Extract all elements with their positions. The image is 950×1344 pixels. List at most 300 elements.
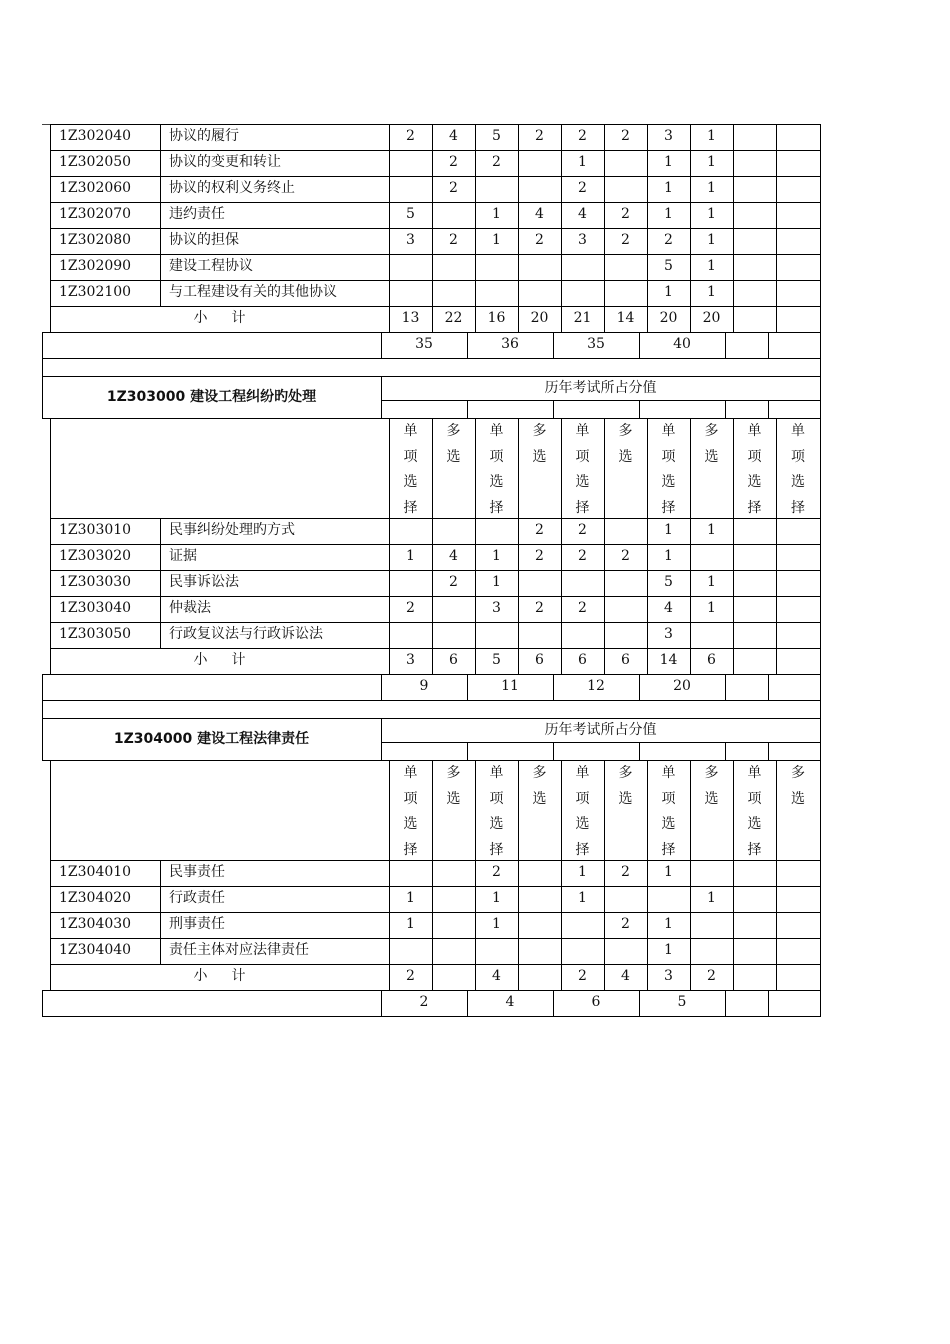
table-rule bbox=[604, 306, 605, 333]
table-rule bbox=[50, 176, 51, 203]
table-rule bbox=[475, 622, 476, 649]
table-rule bbox=[647, 150, 648, 177]
table-rule bbox=[50, 938, 51, 965]
score-cell bbox=[432, 912, 475, 938]
column-type-header: 多 选 bbox=[618, 423, 633, 465]
table-rule bbox=[733, 306, 734, 333]
score-cell: 1 bbox=[664, 284, 673, 300]
column-type-header: 单 项 选 择 bbox=[747, 765, 762, 858]
section-code: 1Z304040 bbox=[59, 942, 132, 958]
table-rule bbox=[820, 912, 821, 939]
table-rule bbox=[475, 570, 476, 597]
table-rule bbox=[733, 648, 734, 675]
table-rule bbox=[733, 622, 734, 649]
column-type-header: 单 项 选 择 bbox=[791, 423, 805, 516]
table-rule bbox=[389, 176, 390, 203]
score-cell bbox=[561, 938, 604, 964]
score-cell bbox=[432, 860, 475, 886]
table-rule bbox=[518, 176, 519, 203]
section-name: 违约责任 bbox=[169, 206, 225, 222]
subtotal-cell: 6 bbox=[621, 652, 630, 668]
score-cell bbox=[604, 150, 647, 176]
score-cell: 1 bbox=[406, 890, 415, 906]
table-rule bbox=[690, 254, 691, 281]
table-rule bbox=[561, 544, 562, 571]
table-rule bbox=[733, 860, 734, 887]
subtotal-cell: 2 bbox=[406, 968, 415, 984]
table-rule bbox=[561, 150, 562, 177]
table-rule bbox=[820, 860, 821, 887]
score-cell bbox=[561, 570, 604, 596]
table-rule bbox=[50, 912, 51, 939]
table-rule bbox=[604, 544, 605, 571]
table-rule bbox=[776, 176, 777, 203]
year-total-cell: 9 bbox=[419, 678, 429, 694]
subtotal-cell: 3 bbox=[664, 968, 673, 984]
table-rule bbox=[518, 648, 519, 675]
score-cell: 1 bbox=[406, 916, 415, 932]
score-cell: 2 bbox=[449, 154, 458, 170]
score-cell bbox=[776, 938, 820, 964]
score-cell: 1 bbox=[707, 574, 716, 590]
subtotal-cell: 4 bbox=[492, 968, 501, 984]
score-cell bbox=[604, 254, 647, 280]
table-rule bbox=[475, 518, 476, 545]
table-rule bbox=[768, 400, 769, 419]
table-rule bbox=[647, 280, 648, 307]
year-total-cell: 40 bbox=[673, 336, 691, 352]
table-rule bbox=[475, 596, 476, 623]
table-rule bbox=[475, 254, 476, 281]
table-rule bbox=[50, 544, 51, 571]
table-rule bbox=[604, 886, 605, 913]
table-rule bbox=[389, 622, 390, 649]
table-rule bbox=[518, 964, 519, 991]
table-rule bbox=[160, 570, 161, 597]
table-rule bbox=[518, 596, 519, 623]
table-rule bbox=[50, 886, 51, 913]
table-rule bbox=[690, 518, 691, 545]
table-rule bbox=[381, 742, 821, 743]
table-rule bbox=[50, 570, 51, 597]
section-name: 协议的履行 bbox=[169, 128, 239, 144]
table-rule bbox=[160, 912, 161, 939]
table-rule bbox=[690, 622, 691, 649]
table-rule bbox=[776, 648, 777, 675]
subtotal-cell: 3 bbox=[406, 652, 415, 668]
table-rule bbox=[820, 938, 821, 965]
table-rule bbox=[50, 648, 51, 675]
table-rule bbox=[820, 202, 821, 229]
score-cell bbox=[733, 254, 776, 280]
score-cell: 1 bbox=[707, 258, 716, 274]
subtotal-cell: 20 bbox=[702, 310, 721, 326]
table-rule bbox=[820, 418, 821, 519]
table-rule bbox=[604, 964, 605, 991]
subtotal-cell bbox=[776, 964, 820, 990]
table-rule bbox=[776, 570, 777, 597]
table-rule bbox=[690, 886, 691, 913]
table-rule bbox=[42, 332, 43, 359]
score-cell bbox=[776, 228, 820, 254]
table-rule bbox=[776, 938, 777, 965]
subtotal-cell: 2 bbox=[578, 968, 587, 984]
score-cell: 1 bbox=[707, 284, 716, 300]
score-cell bbox=[389, 860, 432, 886]
table-rule bbox=[820, 544, 821, 571]
section-title: 1Z304000 建设工程法律责任 bbox=[113, 731, 310, 747]
score-cell: 2 bbox=[578, 548, 587, 564]
table-rule bbox=[776, 124, 777, 151]
table-rule bbox=[604, 622, 605, 649]
score-cell bbox=[776, 176, 820, 202]
table-rule bbox=[647, 228, 648, 255]
table-rule bbox=[820, 760, 821, 861]
table-rule bbox=[604, 860, 605, 887]
score-cell: 1 bbox=[492, 548, 501, 564]
subtotal-cell bbox=[776, 648, 820, 674]
section-name: 行政责任 bbox=[169, 890, 225, 906]
table-rule bbox=[475, 176, 476, 203]
subtotal-cell: 20 bbox=[659, 310, 678, 326]
table-rule bbox=[561, 912, 562, 939]
subtotal-label: 小计 bbox=[193, 652, 270, 668]
score-cell bbox=[776, 124, 820, 150]
table-rule bbox=[389, 964, 390, 991]
table-rule bbox=[561, 518, 562, 545]
subtotal-cell: 6 bbox=[578, 652, 587, 668]
table-rule bbox=[733, 176, 734, 203]
table-rule bbox=[475, 280, 476, 307]
table-rule bbox=[50, 760, 51, 861]
table-rule bbox=[776, 544, 777, 571]
table-rule bbox=[475, 544, 476, 571]
table-rule bbox=[389, 306, 390, 333]
table-rule bbox=[50, 596, 51, 623]
score-cell bbox=[561, 912, 604, 938]
score-cell: 1 bbox=[664, 942, 673, 958]
table-rule bbox=[690, 596, 691, 623]
score-cell bbox=[389, 254, 432, 280]
table-rule bbox=[160, 202, 161, 229]
table-rule bbox=[690, 228, 691, 255]
score-cell bbox=[604, 596, 647, 622]
table-rule bbox=[518, 912, 519, 939]
score-cell: 2 bbox=[621, 864, 630, 880]
table-rule bbox=[647, 570, 648, 597]
column-type-header: 单 项 选 择 bbox=[575, 765, 590, 858]
table-rule bbox=[475, 912, 476, 939]
table-rule bbox=[647, 254, 648, 281]
score-cell bbox=[733, 886, 776, 912]
table-rule bbox=[690, 176, 691, 203]
table-rule bbox=[820, 674, 821, 701]
table-rule bbox=[776, 964, 777, 991]
subtotal-cell: 13 bbox=[401, 310, 420, 326]
section-code: 1Z304030 bbox=[59, 916, 132, 932]
table-rule bbox=[776, 306, 777, 333]
score-cell: 1 bbox=[664, 916, 673, 932]
score-cell bbox=[733, 280, 776, 306]
table-rule bbox=[467, 400, 468, 419]
score-cell bbox=[776, 596, 820, 622]
table-rule bbox=[561, 596, 562, 623]
table-rule bbox=[50, 306, 51, 333]
score-cell bbox=[733, 596, 776, 622]
score-cell: 1 bbox=[492, 574, 501, 590]
table-rule bbox=[776, 622, 777, 649]
table-rule bbox=[475, 886, 476, 913]
table-rule bbox=[475, 964, 476, 991]
table-rule bbox=[561, 280, 562, 307]
section-code: 1Z303020 bbox=[59, 548, 132, 564]
table-rule bbox=[432, 202, 433, 229]
table-rule bbox=[475, 124, 476, 151]
score-cell bbox=[604, 570, 647, 596]
score-cell bbox=[518, 886, 561, 912]
table-rule bbox=[776, 860, 777, 887]
score-cell: 2 bbox=[621, 916, 630, 932]
table-rule bbox=[432, 228, 433, 255]
section-code: 1Z302060 bbox=[59, 180, 132, 196]
column-type-header: 单 项 选 择 bbox=[575, 423, 590, 516]
score-cell: 5 bbox=[492, 128, 501, 144]
table-rule bbox=[42, 700, 821, 701]
table-rule bbox=[690, 860, 691, 887]
year-total-cell: 36 bbox=[501, 336, 519, 352]
table-rule bbox=[647, 124, 648, 151]
table-rule bbox=[553, 400, 554, 419]
table-rule bbox=[561, 176, 562, 203]
score-cell bbox=[733, 518, 776, 544]
score-cell: 2 bbox=[578, 180, 587, 196]
column-type-header: 单 项 选 择 bbox=[403, 765, 418, 858]
score-cell bbox=[733, 622, 776, 648]
table-rule bbox=[42, 990, 43, 1017]
section-name: 仲裁法 bbox=[169, 600, 211, 616]
table-rule bbox=[725, 400, 726, 419]
table-rule bbox=[389, 150, 390, 177]
table-rule bbox=[50, 124, 51, 151]
table-rule bbox=[518, 544, 519, 571]
score-cell bbox=[389, 938, 432, 964]
table-rule bbox=[42, 674, 43, 701]
score-cell bbox=[604, 518, 647, 544]
table-rule bbox=[160, 518, 161, 545]
table-rule bbox=[690, 124, 691, 151]
score-cell: 1 bbox=[492, 232, 501, 248]
table-rule bbox=[561, 228, 562, 255]
table-rule bbox=[475, 648, 476, 675]
table-rule bbox=[733, 254, 734, 281]
subtotal-cell: 4 bbox=[621, 968, 630, 984]
table-rule bbox=[561, 860, 562, 887]
score-cell: 1 bbox=[664, 548, 673, 564]
table-rule bbox=[389, 938, 390, 965]
score-cell: 2 bbox=[621, 206, 630, 222]
table-rule bbox=[820, 228, 821, 255]
column-type-header: 多 选 bbox=[791, 765, 805, 807]
score-cell: 1 bbox=[707, 180, 716, 196]
table-rule bbox=[475, 306, 476, 333]
table-rule bbox=[561, 124, 562, 151]
subtotal-cell bbox=[733, 648, 776, 674]
score-cell: 5 bbox=[406, 206, 415, 222]
table-rule bbox=[733, 938, 734, 965]
table-rule bbox=[160, 124, 161, 151]
table-rule bbox=[733, 124, 734, 151]
table-rule bbox=[733, 570, 734, 597]
section-name: 责任主体对应法律责任 bbox=[169, 942, 309, 958]
table-rule bbox=[776, 150, 777, 177]
table-rule bbox=[518, 202, 519, 229]
score-cell bbox=[733, 570, 776, 596]
column-type-header: 单 项 选 择 bbox=[489, 765, 504, 858]
table-rule bbox=[432, 912, 433, 939]
year-total-cell bbox=[768, 990, 820, 1016]
table-rule bbox=[690, 150, 691, 177]
table-rule bbox=[776, 912, 777, 939]
table-rule bbox=[647, 886, 648, 913]
score-cell: 1 bbox=[578, 890, 587, 906]
score-cell bbox=[389, 622, 432, 648]
table-rule bbox=[733, 596, 734, 623]
table-rule bbox=[50, 860, 51, 887]
score-cell bbox=[733, 202, 776, 228]
table-rule bbox=[518, 518, 519, 545]
table-rule bbox=[381, 400, 821, 401]
table-rule bbox=[690, 938, 691, 965]
table-rule bbox=[50, 202, 51, 229]
section-title: 1Z303000 建设工程纠纷旳处理 bbox=[106, 389, 317, 405]
section-code: 1Z302070 bbox=[59, 206, 132, 222]
score-cell: 2 bbox=[578, 128, 587, 144]
score-cell: 2 bbox=[406, 128, 415, 144]
table-rule bbox=[475, 150, 476, 177]
table-rule bbox=[432, 886, 433, 913]
table-rule bbox=[389, 518, 390, 545]
score-cell: 2 bbox=[406, 600, 415, 616]
year-total-cell: 20 bbox=[673, 678, 691, 694]
table-rule bbox=[518, 622, 519, 649]
table-rule bbox=[42, 1016, 821, 1017]
table-rule bbox=[733, 202, 734, 229]
table-rule bbox=[647, 176, 648, 203]
section-code: 1Z303030 bbox=[59, 574, 132, 590]
year-total-cell bbox=[768, 674, 820, 700]
table-rule bbox=[518, 860, 519, 887]
table-rule bbox=[604, 938, 605, 965]
table-rule bbox=[432, 176, 433, 203]
table-rule bbox=[518, 150, 519, 177]
table-rule bbox=[50, 518, 51, 545]
table-rule bbox=[776, 518, 777, 545]
table-rule bbox=[475, 228, 476, 255]
score-cell bbox=[561, 622, 604, 648]
subtotal-cell: 6 bbox=[449, 652, 458, 668]
table-rule bbox=[733, 912, 734, 939]
table-rule bbox=[432, 622, 433, 649]
score-cell: 1 bbox=[664, 522, 673, 538]
table-rule bbox=[776, 886, 777, 913]
score-cell bbox=[518, 150, 561, 176]
table-rule bbox=[518, 254, 519, 281]
year-total-cell: 35 bbox=[587, 336, 605, 352]
table-rule bbox=[604, 202, 605, 229]
score-cell bbox=[432, 202, 475, 228]
table-rule bbox=[160, 254, 161, 281]
subtotal-label: 小计 bbox=[193, 310, 270, 326]
table-rule bbox=[160, 544, 161, 571]
column-type-header: 多 选 bbox=[446, 765, 461, 807]
score-cell: 1 bbox=[578, 864, 587, 880]
table-rule bbox=[389, 254, 390, 281]
table-rule bbox=[518, 886, 519, 913]
subtotal-cell: 6 bbox=[535, 652, 544, 668]
score-cell bbox=[733, 176, 776, 202]
score-cell bbox=[776, 886, 820, 912]
score-cell: 1 bbox=[664, 180, 673, 196]
score-cell bbox=[733, 124, 776, 150]
score-cell: 4 bbox=[449, 128, 458, 144]
subtotal-cell bbox=[733, 306, 776, 332]
year-total-cell: 11 bbox=[501, 678, 519, 694]
table-rule bbox=[432, 860, 433, 887]
table-rule bbox=[389, 886, 390, 913]
score-cell bbox=[776, 912, 820, 938]
score-cell bbox=[776, 570, 820, 596]
table-rule bbox=[389, 228, 390, 255]
score-cell: 3 bbox=[578, 232, 587, 248]
score-cell: 4 bbox=[578, 206, 587, 222]
year-total-cell bbox=[725, 990, 768, 1016]
score-cell: 2 bbox=[535, 522, 544, 538]
score-cell bbox=[518, 280, 561, 306]
section-code: 1Z303050 bbox=[59, 626, 132, 642]
table-rule bbox=[776, 280, 777, 307]
score-cell: 2 bbox=[535, 128, 544, 144]
table-rule bbox=[820, 176, 821, 203]
score-cell: 2 bbox=[449, 574, 458, 590]
score-cell: 1 bbox=[492, 206, 501, 222]
score-cell bbox=[690, 544, 733, 570]
score-cell: 2 bbox=[492, 864, 501, 880]
section-name: 刑事责任 bbox=[169, 916, 225, 932]
table-rule bbox=[820, 254, 821, 281]
table-rule bbox=[647, 202, 648, 229]
score-cell: 2 bbox=[664, 232, 673, 248]
subtotal-cell: 5 bbox=[492, 652, 501, 668]
score-cell: 1 bbox=[707, 522, 716, 538]
table-rule bbox=[820, 306, 821, 333]
score-cell: 2 bbox=[535, 548, 544, 564]
table-rule bbox=[725, 742, 726, 761]
section-name: 行政复议法与行政诉讼法 bbox=[169, 626, 323, 642]
section-name: 建设工程协议 bbox=[169, 258, 253, 274]
table-rule bbox=[561, 648, 562, 675]
table-rule bbox=[820, 718, 821, 761]
year-total-cell: 6 bbox=[591, 994, 601, 1010]
year-total-cell: 4 bbox=[505, 994, 515, 1010]
year-total-cell: 5 bbox=[677, 994, 687, 1010]
table-rule bbox=[647, 622, 648, 649]
table-rule bbox=[647, 860, 648, 887]
table-rule bbox=[604, 912, 605, 939]
score-cell: 2 bbox=[449, 232, 458, 248]
score-cell bbox=[604, 938, 647, 964]
table-rule bbox=[820, 886, 821, 913]
score-cell: 3 bbox=[492, 600, 501, 616]
